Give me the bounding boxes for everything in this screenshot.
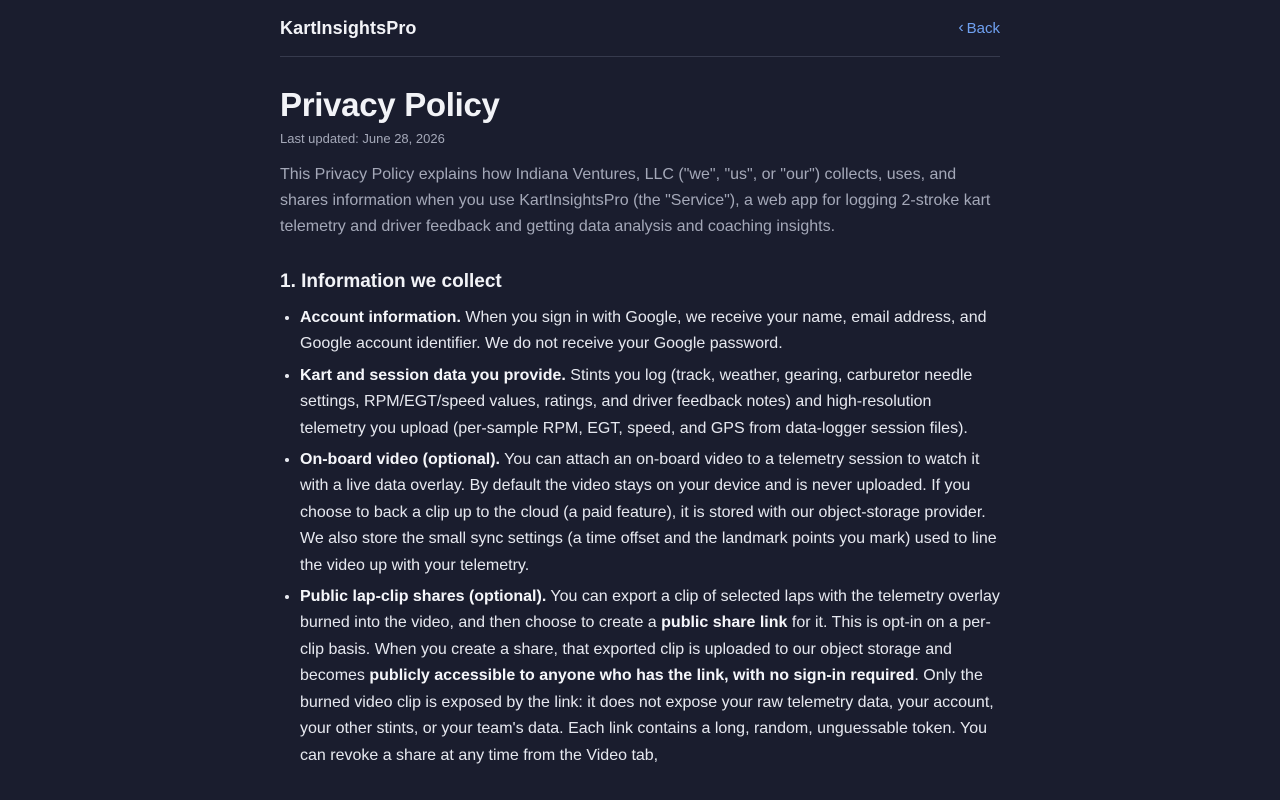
item-title: Account information. [300,309,461,326]
page-title: Privacy Policy [280,86,500,123]
list-item [300,447,1000,579]
brand-logo[interactable]: KartInsightsPro [280,17,417,38]
item-emphasis: publicly accessible to anyone who has the link, with no sign-in required [369,667,915,685]
item-emphasis: public share link [661,614,788,632]
intro-paragraph: This Privacy Policy explains how Indiana Ventures, LLC ("we", "us", or "our") collects, uses, and shares information when you use KartInsightsPro (the "Service"), a web app for logging 2-stroke kart telemetry and driver feedback and getting data analysis and coaching insights. [280,166,991,235]
list-item [300,305,1000,358]
item-text: When you sign in with Google, we receive your name, email address, and Google account identifier. We do not receive your Google password. [300,309,987,353]
back-link[interactable] [958,20,1000,37]
top-bar [280,0,1000,57]
back-label: Back [966,19,1000,37]
list-item [300,363,1000,442]
item-text: . Only the burned video clip is exposed by the link: it does not expose your raw telemetry data, your account, your other stints, or your team's data. Each link contains a long, random, unguessable token. You can revoke a share at any time from the Video tab, [300,667,994,764]
item-title: Public lap-clip shares (optional). [300,588,547,606]
item-text: You can attach an on-board video to a telemetry session to watch it with a live data overlay. By default the video stays on your device and is never uploaded. If you choose to back a clip up to the cloud (a paid feature), it is stored with our object-storage provider. We also store the small sync settings (a time offset and the landmark points you mark) used to line the video up with your telemetry. [300,451,997,574]
list-item [300,584,1000,769]
item-title: On-board video (optional). [300,451,500,469]
item-title: Kart and session data you provide. [300,366,566,384]
privacy-page [280,0,1000,774]
last-updated: Last updated: June 28, 2026 [280,131,445,146]
chevron-left-icon: ‹ [958,19,964,36]
item-text: Stints you log (track, weather, gearing, carburetor needle settings, RPM/EGT/speed values, ratings, and driver feedback notes) and high-resolution telemetry you upload (per-sample RPM, EGT, speed, and GPS from data-logger session files). [300,366,973,437]
section-heading: 1. Information we collect [280,271,502,292]
information-list [280,305,1000,769]
item-text: for it. This is opt-in on a per-clip basis. When you create a share, that exported clip is uploaded to our object storage and becomes [300,614,991,685]
item-text: You can export a clip of selected laps with the telemetry overlay burned into the video, and then choose to create a [300,588,1000,632]
